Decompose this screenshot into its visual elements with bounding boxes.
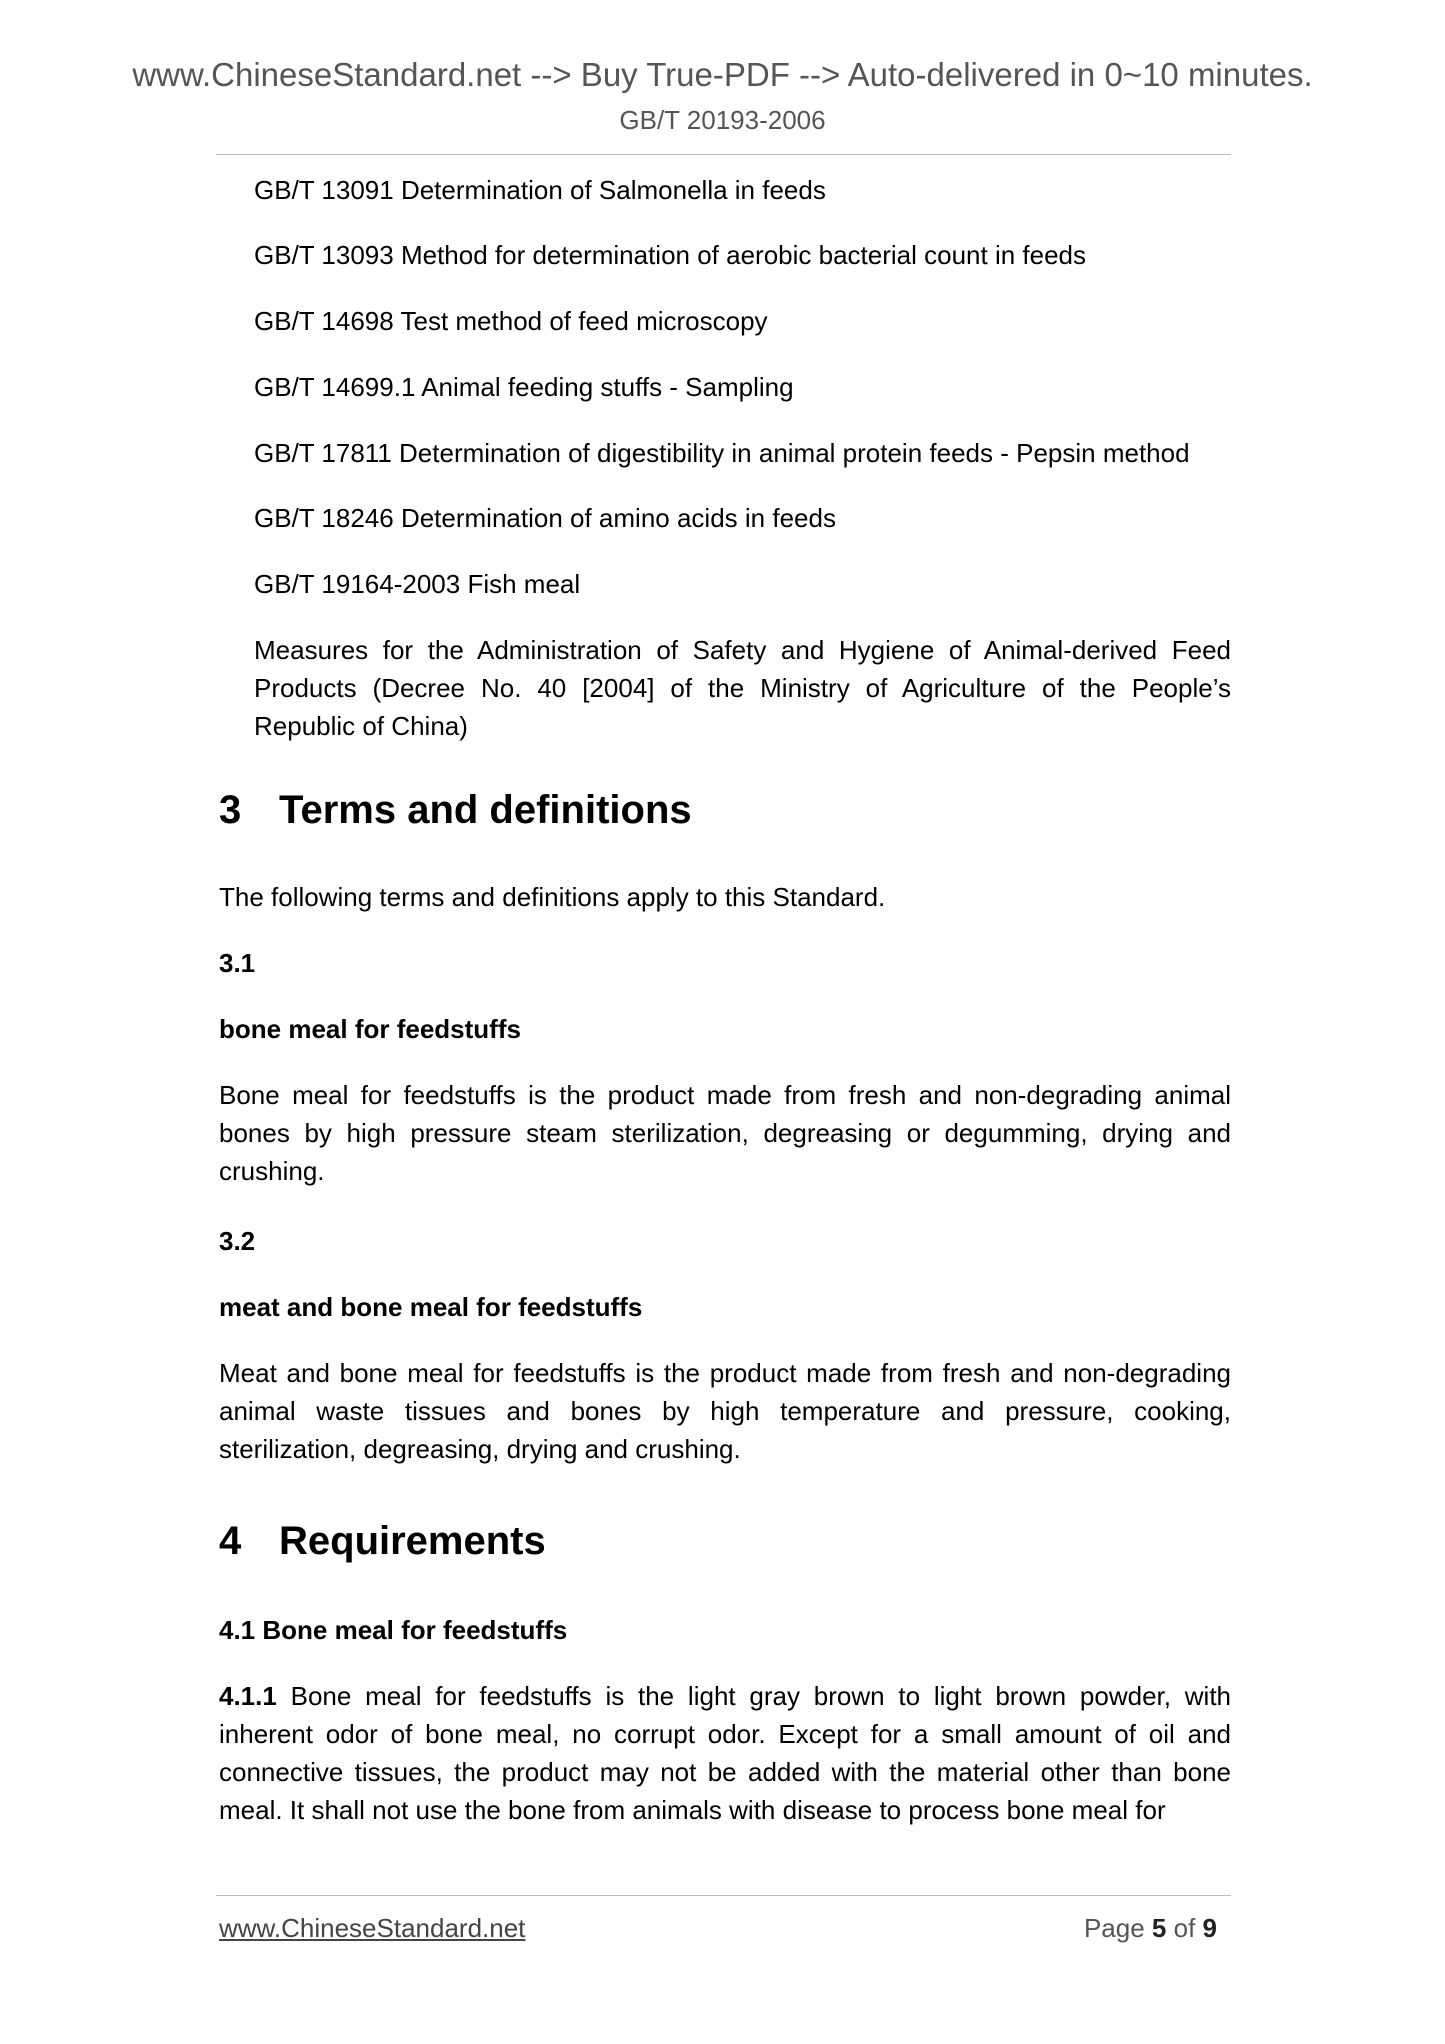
- reference-item: GB/T 19164-2003 Fish meal: [254, 569, 581, 599]
- reference-item: GB/T 14698 Test method of feed microscopy: [254, 306, 768, 336]
- header-banner: www.ChineseStandard.net --> Buy True-PDF --> Auto-delivered in 0~10 minutes.: [132, 56, 1313, 93]
- page-indicator: Page 5 of 9: [1083, 1913, 1217, 1943]
- subsection-heading: 4.1 Bone meal for feedstuffs: [219, 1615, 568, 1645]
- header-divider: [216, 154, 1231, 155]
- reference-item: Measures for the Administration of Safety and Hygiene of Animal-derived Feed Products (Decree No. 40 [2004] of the Ministry of Agriculture of the People’s Republic of China): [254, 635, 1231, 741]
- term-title: meat and bone meal for feedstuffs: [219, 1292, 643, 1322]
- section-title: Terms and definitions: [279, 788, 692, 832]
- term-number: 3.1: [219, 948, 256, 978]
- clause-text: Bone meal for feedstuffs is the light gray brown to light brown powder, with inherent odor of bone meal, no corrupt odor. Except for a small amount of oil and connective tissues, the product may not be added with the material other than bone meal. It shall not use the bone from animals with disease to process bone meal for: [219, 1681, 1232, 1825]
- document-code: GB/T 20193-2006: [619, 105, 826, 135]
- term-title: bone meal for feedstuffs: [219, 1014, 521, 1044]
- reference-item: GB/T 14699.1 Animal feeding stuffs - Sampling: [254, 372, 794, 402]
- section-number: 4: [219, 1519, 242, 1563]
- section-3-heading: [219, 790, 692, 830]
- section-number: 3: [219, 788, 242, 832]
- reference-item: GB/T 13093 Method for determination of aerobic bacterial count in feeds: [254, 240, 1087, 270]
- term-number: 3.2: [219, 1226, 256, 1256]
- total-pages: 9: [1202, 1913, 1217, 1943]
- clause-4-1-1: [219, 1677, 1231, 1829]
- section-4-heading: [219, 1521, 546, 1561]
- term-definition: Bone meal for feedstuffs is the product made from fresh and non-degrading animal bones by high pressure steam sterilization, degreasing or degumming, drying and crushing.: [219, 1080, 1231, 1186]
- section-3-intro: The following terms and definitions apply to this Standard.: [219, 882, 886, 912]
- current-page: 5: [1151, 1913, 1167, 1943]
- footer-divider: [216, 1895, 1231, 1896]
- reference-item: GB/T 17811 Determination of digestibility in animal protein feeds - Pepsin method: [254, 438, 1190, 468]
- clause-number: 4.1.1: [219, 1681, 277, 1711]
- section-title: Requirements: [279, 1519, 546, 1563]
- term-definition: Meat and bone meal for feedstuffs is the product made from fresh and non-degrading animal waste tissues and bones by high temperature and pressure, cooking, sterilization, degreasing, drying and crushing.: [219, 1358, 1231, 1464]
- footer-website-link[interactable]: www.ChineseStandard.net: [219, 1913, 526, 1943]
- reference-item: GB/T 13091 Determination of Salmonella in feeds: [254, 175, 826, 205]
- reference-item: GB/T 18246 Determination of amino acids in feeds: [254, 503, 836, 533]
